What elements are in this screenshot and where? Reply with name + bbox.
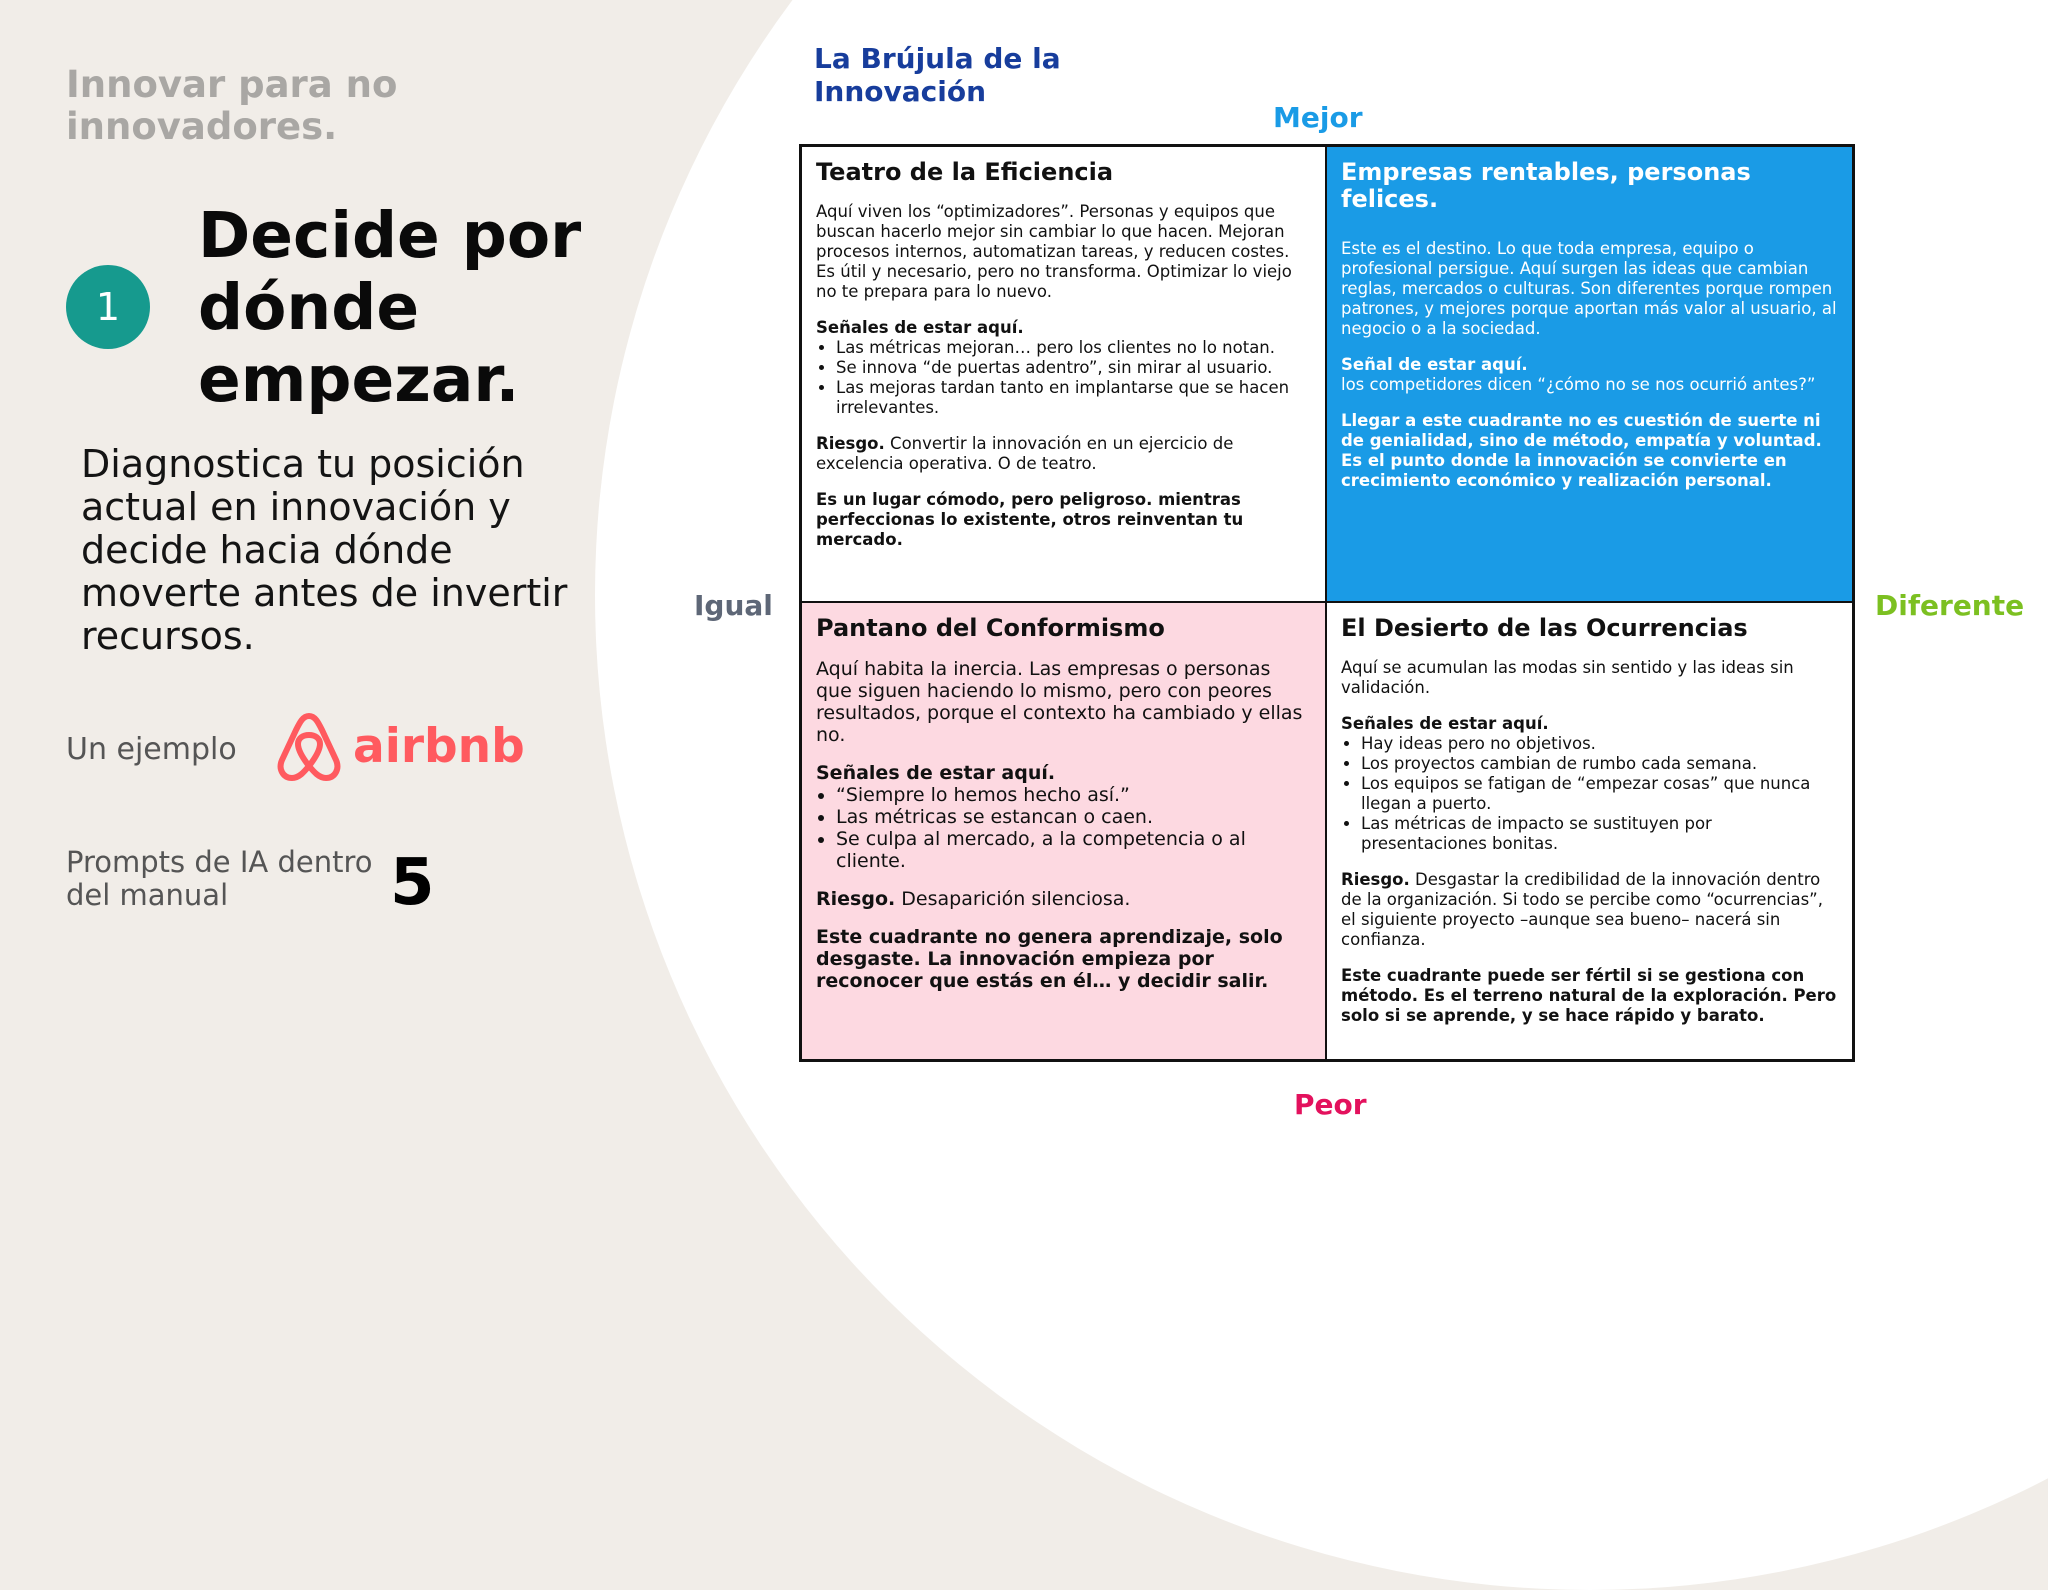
list-item: • Las métricas se estancan o caen. [836,806,1311,828]
airbnb-logo [275,710,525,782]
quadrant-title: Teatro de la Eficiencia [816,158,1114,186]
signal-label: Señal de estar aquí. [1341,355,1528,374]
list-item: • Los proyectos cambian de rumbo cada semana. [1361,754,1838,774]
axis-label-right: Diferente [1875,589,2025,622]
risk-paragraph [816,434,1311,474]
quadrant-desierto-ocurrencias [1327,603,1852,1059]
quadrant-intro: Aquí habita la inercia. Las empresas o personas que siguen haciendo lo mismo, pero con peores resultados, porque el contexto ha cambiado y ellas no. [816,658,1303,746]
signals-list [816,338,1311,418]
airbnb-icon [275,710,343,782]
innovation-compass-grid [799,144,1855,1062]
risk-label: Riesgo. [816,434,885,453]
axis-label-top: Mejor [1273,101,1363,134]
risk-text: Convertir la innovación en un ejercicio de excelencia operativa. O de teatro. [816,434,1234,473]
example-label: Un ejemplo [66,732,237,767]
quadrant-intro: Aquí viven los “optimizadores”. Personas y equipos que buscan hacerlo mejor sin cambiar lo que hacen. Mejoran procesos internos, automatizan tareas, y reducen costes. Es útil y necesario, pero no transforma. Optimizar lo viejo no te prepara para lo nuevo. [816,202,1292,301]
risk-paragraph [1341,870,1838,950]
step-number-badge: 1 [66,265,150,349]
signals-label: Señales de estar aquí. [816,762,1056,784]
quadrant-title: Empresas rentables, personas felices. [1341,158,1751,213]
quadrant-closing: Llegar a este cuadrante no es cuestión de suerte ni de genialidad, sino de método, empatía y voluntad. Es el punto donde la innovación se convierte en crecimiento económico y realización personal. [1341,411,1822,490]
risk-text: Desgastar la credibilidad de la innovación dentro de la organización. Si todo se percibe como “ocurrencias”, el siguiente proyecto –aunque sea bueno– nacerá sin confianza. [1341,870,1823,949]
signals-list [1341,734,1838,854]
quadrant-closing: Es un lugar cómodo, pero peligroso. mientras perfeccionas lo existente, otros reinventan tu mercado. [816,490,1244,549]
list-item: • Las mejoras tardan tanto en implantarse que se hacen irrelevantes. [836,378,1311,418]
prompts-label: Prompts de IA dentro del manual [66,845,373,912]
risk-label: Riesgo. [816,888,896,910]
quadrant-closing: Este cuadrante puede ser fértil si se gestiona con método. Es el terreno natural de la exploración. Pero solo si se aprende, y se hace rápido y barato. [1341,966,1837,1025]
signal-text: los competidores dicen “¿cómo no se nos ocurrió antes?” [1341,375,1816,394]
step-description: Diagnostica tu posición actual en innovación y decide hacia dónde moverte antes de invertir recursos. [81,442,568,658]
list-item: • Se innova “de puertas adentro”, sin mirar al usuario. [836,358,1311,378]
quadrant-intro: Este es el destino. Lo que toda empresa, equipo o profesional persigue. Aquí surgen las ideas que cambian reglas, mercados o culturas. Son diferentes porque rompen patrones, y mejores porque aportan más valor al usuario, al negocio o a la sociedad. [1341,239,1837,338]
risk-paragraph [816,888,1311,910]
list-item: • Las métricas de impacto se sustituyen por presentaciones bonitas. [1361,814,1838,854]
list-item: • Hay ideas pero no objetivos. [1361,734,1838,754]
signals-label: Señales de estar aquí. [816,318,1024,337]
compass-title: La Brújula de la Innovación [814,42,1061,108]
list-item: • Los equipos se fatigan de “empezar cosas” que nunca llegan a puerto. [1361,774,1838,814]
airbnb-wordmark: airbnb [353,718,525,774]
list-item: • Se culpa al mercado, a la competencia o al cliente. [836,828,1311,872]
brand-title: Innovar para no innovadores. [66,63,398,148]
step-title: Decide por dónde empezar. [198,199,582,416]
axis-label-bottom: Peor [1294,1088,1367,1121]
signals-label: Señales de estar aquí. [1341,714,1549,733]
risk-label: Riesgo. [1341,870,1410,889]
prompts-count: 5 [390,846,435,920]
list-item: • “Siempre lo hemos hecho así.” [836,784,1311,806]
quadrant-title: El Desierto de las Ocurrencias [1341,614,1748,642]
quadrant-pantano-conformismo [802,603,1327,1059]
quadrant-empresas-rentables [1327,147,1852,603]
quadrant-intro: Aquí se acumulan las modas sin sentido y las ideas sin validación. [1341,658,1794,697]
quadrant-closing: Este cuadrante no genera aprendizaje, solo desgaste. La innovación empieza por reconocer que estás en él… y decidir salir. [816,926,1283,992]
signals-list [816,784,1311,872]
quadrant-title: Pantano del Conformismo [816,614,1165,642]
risk-text: Desaparición silenciosa. [901,888,1131,910]
list-item: • Las métricas mejoran… pero los clientes no lo notan. [836,338,1311,358]
quadrant-teatro-eficiencia [802,147,1327,603]
axis-label-left: Igual [694,589,773,622]
